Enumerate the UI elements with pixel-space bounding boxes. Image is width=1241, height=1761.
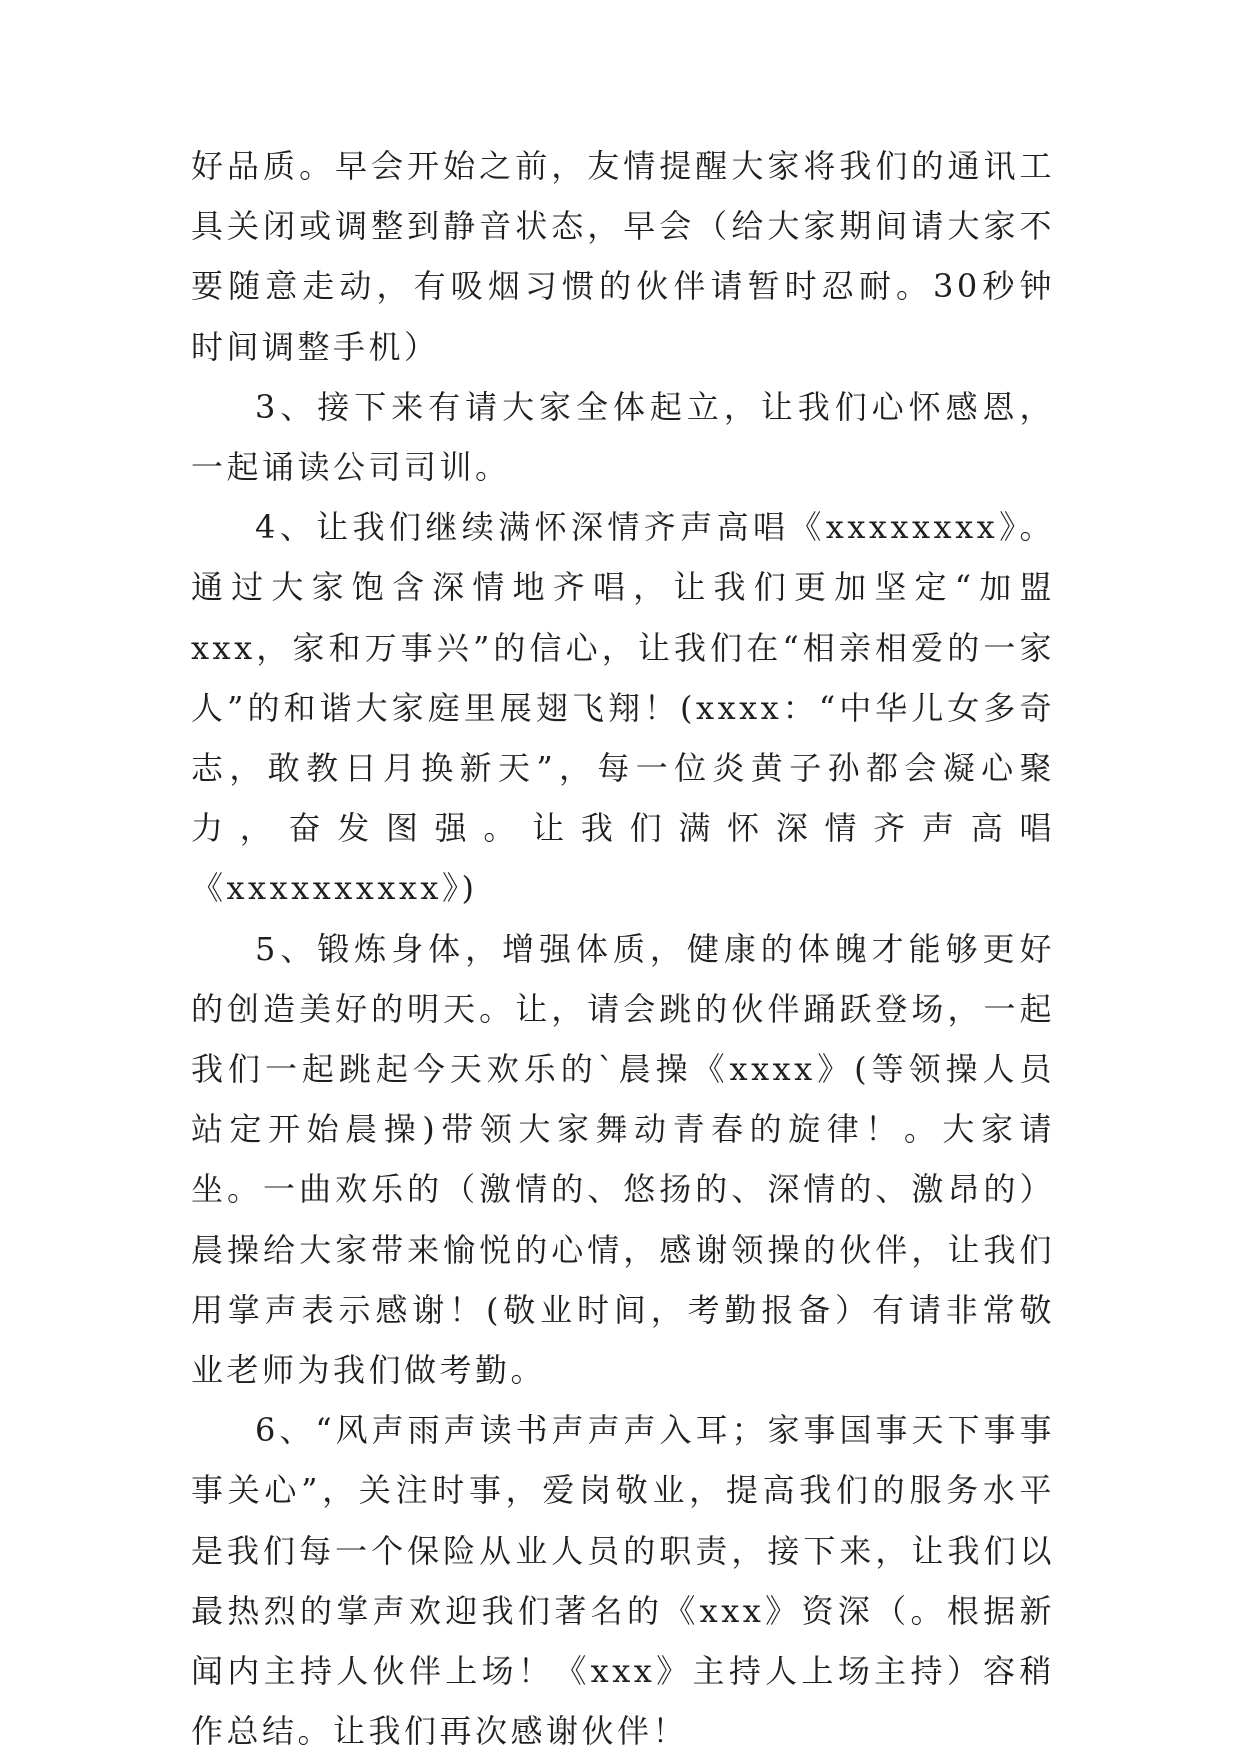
paragraph-item-5: 5、锻炼身体，增强体质，健康的体魄才能够更好的创造美好的明天。让，请会跳的伙伴踊跃登场，一起我们一起跳起今天欢乐的`晨操《xxxx》(等领操人员站定开始晨操)带领大家舞动青春的旋律！。大家请坐。一曲欢乐的（激情的、悠扬的、深情的、激昂的）晨操给大家带来愉悦的心情，感谢领操的伙伴，让我们用掌声表示感谢！(敬业时间，考勤报备）有请非常敬业老师为我们做考勤。 xyxy=(191,929,1055,1390)
paragraph-item-4: 4、让我们继续满怀深情齐声高唱《xxxxxxxx》。通过大家饱含深情地齐唱，让我们更加坚定“加盟xxx，家和万事兴”的信心，让我们在“相亲相爱的一家人”的和谐大家庭里展翅飞翔！(xxxx：“中华儿女多奇志，敢教日月换新天”，每一位炎黄子孙都会凝心聚力，奋发图强。让我们满怀深情齐声高唱《xxxxxxxxxx》) xyxy=(191,508,1055,908)
paragraph-item-6: 6、“风声雨声读书声声声入耳；家事国事天下事事事关心”，关注时事，爱岗敬业，提高我们的服务水平是我们每一个保险从业人员的职责，接下来，让我们以最热烈的掌声欢迎我们著名的《xxx》资深（。根据新闻内主持人伙伴上场！《xxx》主持人上场主持）容稍作总结。让我们再次感谢伙伴！ xyxy=(191,1411,1055,1751)
paragraph-continuation: 好品质。早会开始之前，友情提醒大家将我们的通讯工具关闭或调整到静音状态，早会（给大家期间请大家不要随意走动，有吸烟习惯的伙伴请暂时忍耐。30秒钟时间调整手机） xyxy=(191,147,1055,366)
paragraph-item-3: 3、接下来有请大家全体起立，让我们心怀感恩，一起诵读公司司训。 xyxy=(191,387,1055,487)
document-body xyxy=(191,136,1055,1761)
